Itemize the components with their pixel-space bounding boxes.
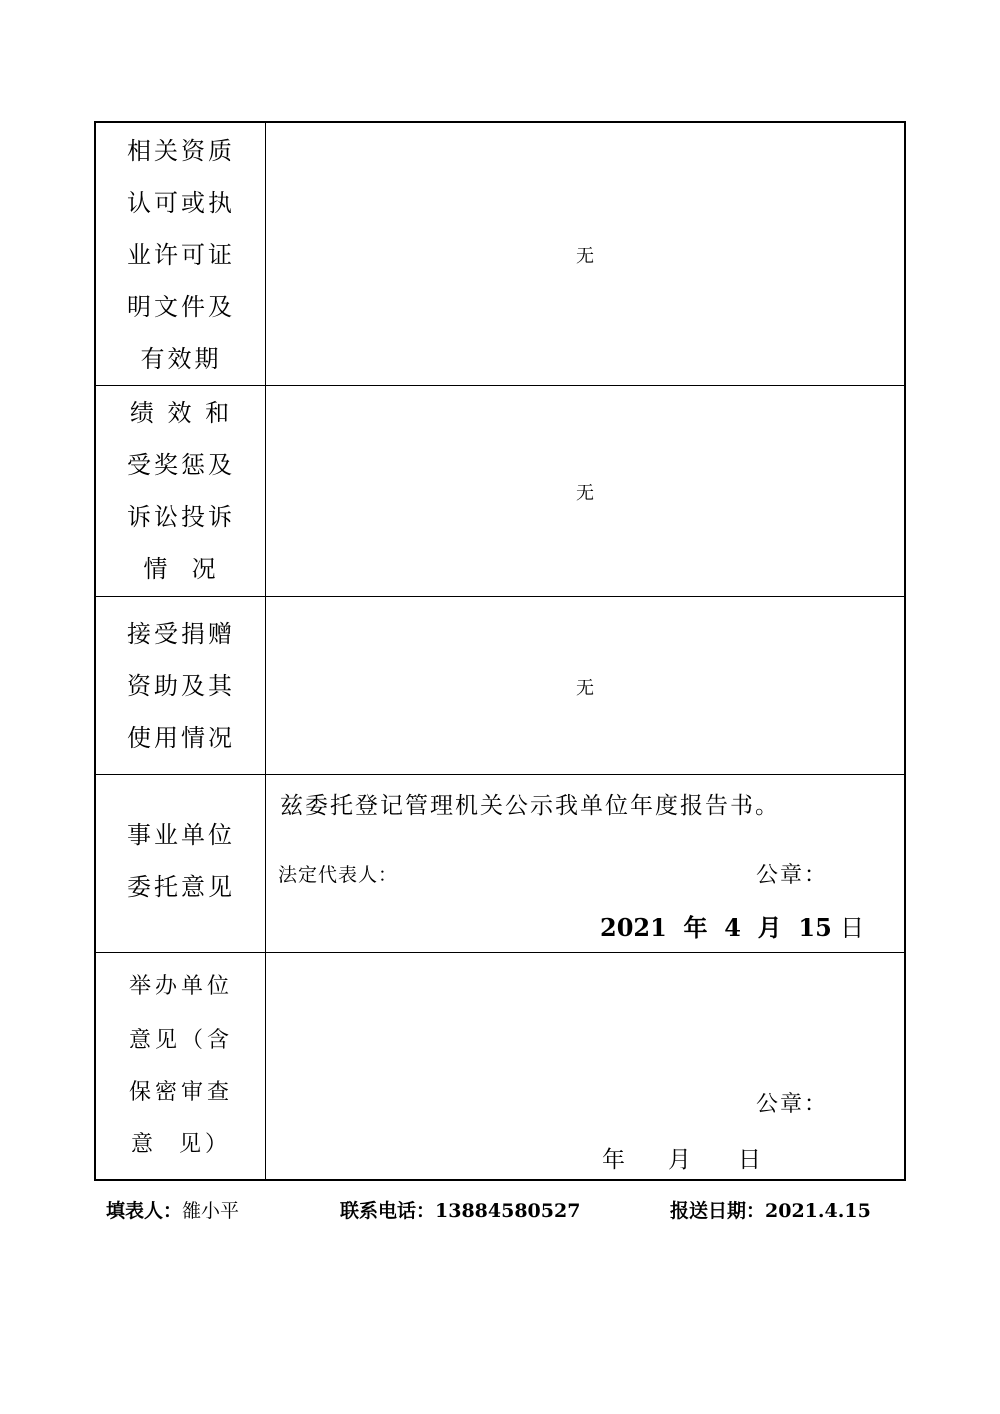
date-day-unit: 日: [840, 914, 865, 942]
row-label-cell: [96, 386, 266, 596]
phone-label: 联系电话：: [340, 1200, 436, 1222]
row-label-line: 绩 效 和: [129, 399, 233, 427]
row-label-line: 情 况: [143, 555, 219, 583]
row-content-cell: [266, 775, 904, 952]
table-row-qualifications: [96, 123, 904, 386]
date-year: 2021: [600, 913, 667, 942]
report-date: [670, 1196, 871, 1223]
filler-info: [106, 1196, 239, 1223]
row-content-cell: [266, 597, 904, 774]
row-label-line: 意见（含: [128, 1028, 233, 1053]
row-label-line: 业许可证: [127, 241, 235, 269]
table-row-donations: [96, 597, 904, 775]
filler-name: 雒小平: [182, 1200, 240, 1222]
row-label-line: 接受捐赠: [127, 620, 235, 648]
entrustment-date: [600, 908, 864, 943]
filler-label: 填表人：: [106, 1200, 183, 1222]
row-label-cell: [96, 775, 266, 952]
date-year-unit: 年: [602, 1147, 625, 1173]
seal-label: 公章：: [756, 1092, 829, 1117]
row-label-line: 举办单位: [128, 974, 233, 999]
entrustment-statement: 兹委托登记管理机关公示我单位年度报告书。: [280, 793, 780, 819]
row-label-line: 有效期: [140, 345, 222, 373]
row-label-line: 事业单位: [127, 821, 235, 849]
date-month-unit: 月: [757, 913, 782, 942]
table-row-organizer-opinion: [96, 953, 904, 1181]
date-month: 4: [724, 913, 741, 942]
row-label-cell: [96, 123, 266, 385]
row-label-line: 相关资质: [127, 137, 235, 165]
row-label-line: 资助及其: [127, 672, 235, 700]
row-label-cell: [96, 597, 266, 774]
row-label-line: 使用情况: [127, 724, 235, 752]
date-year-unit: 年: [683, 913, 708, 942]
row-label-line: 明文件及: [127, 293, 235, 321]
row-label-line: 保密审查: [128, 1080, 233, 1105]
contact-phone: [340, 1196, 580, 1223]
row-value: 无: [576, 246, 594, 267]
seal-label: 公章：: [756, 863, 829, 888]
table-row-performance: [96, 386, 904, 597]
row-label-cell: [96, 953, 266, 1181]
date-day-unit: 日: [738, 1147, 761, 1173]
row-label-line: 认可或执: [127, 189, 235, 217]
report-date-value: 2021.4.15: [765, 1200, 871, 1222]
row-value: 无: [576, 678, 594, 699]
row-label-line: 诉讼投诉: [127, 503, 235, 531]
row-label-line: 意 见）: [131, 1132, 231, 1157]
row-label-line: 委托意见: [127, 873, 235, 901]
row-content-cell: [266, 123, 904, 385]
legal-representative-label: 法定代表人：: [278, 864, 399, 886]
phone-number: 13884580527: [435, 1200, 581, 1222]
table-row-entrustment: [96, 775, 904, 953]
report-date-label: 报送日期：: [670, 1200, 766, 1222]
annual-report-table: [94, 121, 906, 1181]
date-month-unit: 月: [668, 1147, 691, 1173]
row-content-cell: [266, 386, 904, 596]
date-day: 15: [798, 913, 832, 942]
row-content-cell: [266, 953, 904, 1181]
row-value: 无: [576, 483, 594, 504]
row-label-line: 受奖惩及: [127, 451, 235, 479]
